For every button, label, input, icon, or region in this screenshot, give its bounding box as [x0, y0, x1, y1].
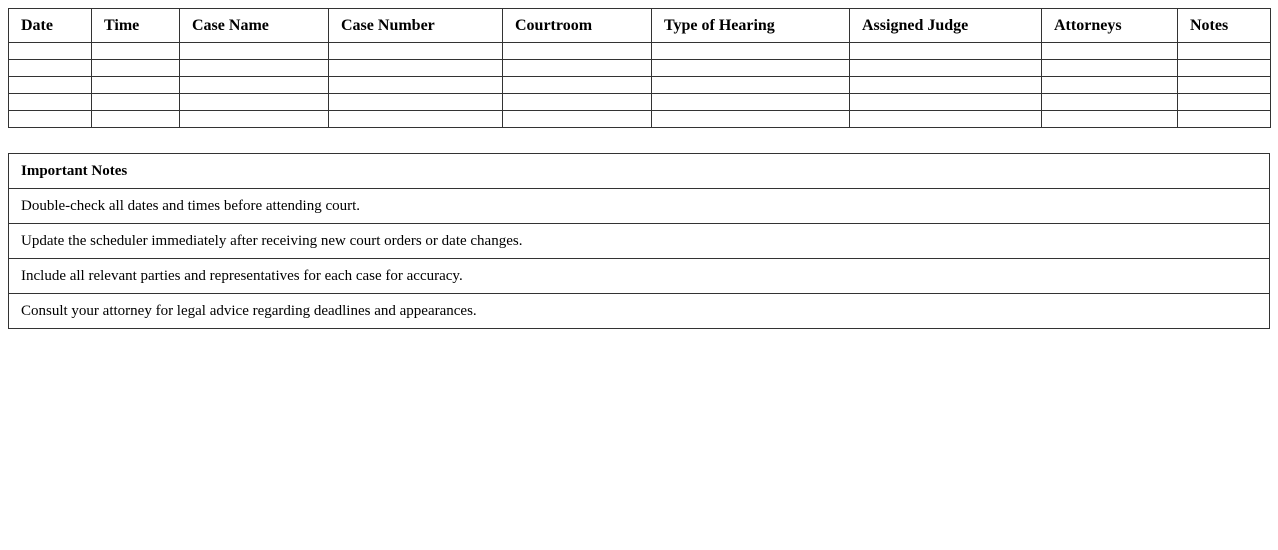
table-cell[interactable] [92, 94, 180, 111]
table-cell[interactable] [180, 43, 329, 60]
notes-title: Important Notes [9, 154, 1270, 189]
note-item: Consult your attorney for legal advice regarding deadlines and appearances. [9, 294, 1270, 329]
table-cell[interactable] [9, 60, 92, 77]
column-header-time: Time [92, 9, 180, 43]
table-cell[interactable] [9, 43, 92, 60]
note-item: Include all relevant parties and representatives for each case for accuracy. [9, 259, 1270, 294]
table-cell[interactable] [652, 111, 850, 128]
note-row [9, 189, 1270, 224]
table-cell[interactable] [652, 43, 850, 60]
table-cell[interactable] [9, 111, 92, 128]
table-cell[interactable] [652, 60, 850, 77]
notes-header-row [9, 154, 1270, 189]
table-cell[interactable] [9, 94, 92, 111]
column-header-notes: Notes [1178, 9, 1271, 43]
table-cell[interactable] [1178, 94, 1271, 111]
table-cell[interactable] [9, 77, 92, 94]
column-header-courtroom: Courtroom [503, 9, 652, 43]
table-cell[interactable] [329, 77, 503, 94]
page [8, 8, 1270, 329]
table-cell[interactable] [503, 43, 652, 60]
table-cell[interactable] [503, 94, 652, 111]
table-cell[interactable] [180, 60, 329, 77]
table-cell[interactable] [850, 111, 1042, 128]
court-schedule-table [8, 8, 1271, 128]
table-row [9, 77, 1271, 94]
table-cell[interactable] [180, 94, 329, 111]
table-cell[interactable] [1178, 60, 1271, 77]
table-cell[interactable] [1042, 77, 1178, 94]
table-cell[interactable] [329, 111, 503, 128]
important-notes-table [8, 153, 1270, 329]
table-row [9, 111, 1271, 128]
note-item: Update the scheduler immediately after receiving new court orders or date changes. [9, 224, 1270, 259]
table-cell[interactable] [503, 111, 652, 128]
column-header-case-number: Case Number [329, 9, 503, 43]
table-cell[interactable] [1042, 94, 1178, 111]
table-cell[interactable] [850, 60, 1042, 77]
table-cell[interactable] [503, 60, 652, 77]
table-cell[interactable] [652, 94, 850, 111]
table-cell[interactable] [503, 77, 652, 94]
column-header-type-of-hearing: Type of Hearing [652, 9, 850, 43]
table-cell[interactable] [1178, 43, 1271, 60]
table-row [9, 94, 1271, 111]
table-cell[interactable] [92, 60, 180, 77]
table-cell[interactable] [1042, 60, 1178, 77]
table-row [9, 43, 1271, 60]
table-cell[interactable] [329, 94, 503, 111]
table-cell[interactable] [329, 60, 503, 77]
column-header-case-name: Case Name [180, 9, 329, 43]
note-item: Double-check all dates and times before attending court. [9, 189, 1270, 224]
table-cell[interactable] [92, 111, 180, 128]
note-row [9, 259, 1270, 294]
column-header-assigned-judge: Assigned Judge [850, 9, 1042, 43]
table-cell[interactable] [850, 43, 1042, 60]
column-header-attorneys: Attorneys [1042, 9, 1178, 43]
table-cell[interactable] [1178, 111, 1271, 128]
table-row [9, 60, 1271, 77]
table-cell[interactable] [850, 94, 1042, 111]
table-cell[interactable] [850, 77, 1042, 94]
table-cell[interactable] [329, 43, 503, 60]
table-cell[interactable] [652, 77, 850, 94]
table-cell[interactable] [1042, 111, 1178, 128]
note-row [9, 294, 1270, 329]
table-cell[interactable] [92, 77, 180, 94]
table-cell[interactable] [180, 111, 329, 128]
table-header-row [9, 9, 1271, 43]
note-row [9, 224, 1270, 259]
column-header-date: Date [9, 9, 92, 43]
table-cell[interactable] [1178, 77, 1271, 94]
table-cell[interactable] [1042, 43, 1178, 60]
table-cell[interactable] [180, 77, 329, 94]
table-cell[interactable] [92, 43, 180, 60]
